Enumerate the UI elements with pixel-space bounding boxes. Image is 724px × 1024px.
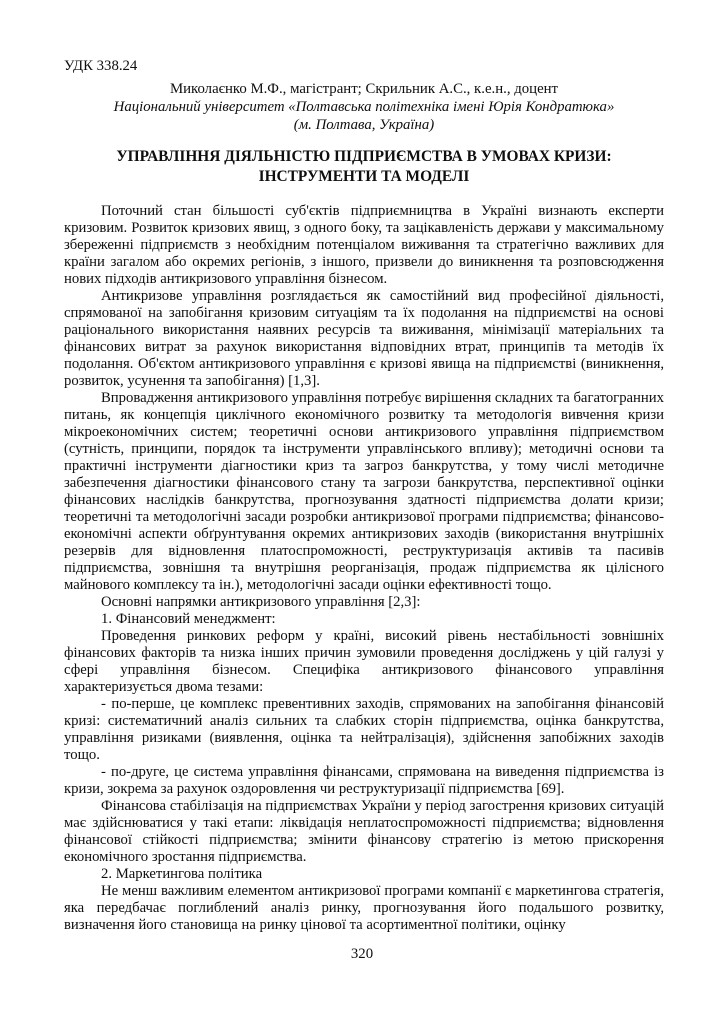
paragraph-financial-stabilization: Фінансова стабілізація на підприємствах України у період загострення кризових ситуацій має здійснюватися у такі етапи: ліквідація неплатоспроможності підприємства; відновлення фінансової стійкості підприємства; змінити фінансову стратегію із метою прискорення економічного зростання підприємства. — [64, 798, 664, 865]
authors-line: Миколаєнко М.Ф., магістрант; Скрильник А.С., к.е.н., доцент — [169, 81, 559, 97]
page-number: 320 — [350, 946, 374, 962]
udc-code: УДК 338.24 — [64, 58, 138, 74]
paragraph-financial-specifics: Проведення ринкових реформ у країні, високий рівень нестабільності зовнішніх фінансових факторів та низка інших причин зумовили проведення досліджень у цій галузі у сфері управління бізнесом. Специфіка антикризового фінансового управління характеризується двома тезами: — [64, 628, 664, 695]
paragraph-intro: Поточний стан більшості суб'єктів підприємництва в Україні визнають експерти кризовим. Розвиток кризових явищ, з одного боку, та зацікавленість держави у максимальному збереженні підприємств з необхідним потенціалом виживання та стратегічно важливих для країни загалом або окремих регіонів, з іншого, призвели до виникнення та розповсюдження нових підходів антикризового управління бізнесом. — [64, 203, 664, 287]
article-title-line-1: УПРАВЛІННЯ ДІЯЛЬНІСТЮ ПІДПРИЄМСТВА В УМОВАХ КРИЗИ: — [116, 148, 612, 165]
paragraph-item-marketing-policy: 2. Маркетингова політика — [101, 866, 263, 882]
paragraph-marketing-strategy: Не менш важливим елементом антикризової програми компанії є маркетингова стратегія, яка передбачає поглиблений аналіз ринку, прогнозування його подальшого розвитку, визначення його становища на ринку цінової та асортиментної політики, оцінку — [64, 883, 664, 933]
location-line: (м. Полтава, Україна) — [293, 117, 435, 133]
article-title — [64, 147, 664, 187]
affiliation-line: Національний університет «Полтавська політехніка імені Юрія Кондратюка» — [113, 99, 615, 115]
paragraph-anticrisis-definition: Антикризове управління розглядається як самостійний вид професійної діяльності, спрямованої на запобігання кризовим ситуаціям та їх подолання на підприємстві на основі раціонального використання наявних ресурсів та виживання, мінімізації матеріальних та фінансових витрат за рахунок використання відповідних втрат, принципів та методів їх подолання. Об'єктом антикризового управління є кризові явища на підприємстві (виникнення, розвиток, усунення та запобігання) [1,3]. — [64, 288, 664, 389]
paragraph-thesis-second: - по-друге, це система управління фінансами, спрямована на виведення підприємства із кризи, зокрема за рахунок оздоровлення чи реструктуризації підприємства [69]. — [64, 764, 664, 797]
paragraph-thesis-first: - по-перше, це комплекс превентивних заходів, спрямованих на запобігання фінансовій кризі: систематичний аналіз сильних та слабких сторін підприємства, оцінка банкрутства, управління ризиками (виявлення, оцінка та нейтралізація), здійснення запобіжних заходів тощо. — [64, 696, 664, 763]
article-body — [64, 203, 664, 934]
article-title-line-2: ІНСТРУМЕНТИ ТА МОДЕЛІ — [258, 168, 470, 185]
paragraph-implementation-issues: Впровадження антикризового управління потребує вирішення складних та багатогранних питань, як концепція циклічного економічного розвитку та методологія вивчення кризи мікроекономічних систем; теоретичні основи антикризового управління підприємством (сутність, принципи, порядок та інструменти управлінського впливу); методичні основи та практичні інструменти діагностики криз та загроз банкрутства, у тому числі методичне забезпечення діагностики фінансового стану та загрози банкрутства, перспективної оцінки фінансових наслідків банкрутства, прогнозування здатності підприємства долати кризи; теоретичні та методологічні засади розробки антикризової програми підприємства; фінансово-економічні аспекти обґрунтування окремих антикризових заходів (використання внутрішніх резервів для відновлення платоспроможності, реструктуризація активів та пасивів підприємства, зовнішня та внутрішня реорганізація, продаж підприємства як цілісного майнового комплексу та ін.), методологічні засади оцінки ефективності тощо. — [64, 390, 664, 593]
paragraph-item-financial-management: 1. Фінансовий менеджмент: — [101, 611, 276, 627]
paragraph-directions-heading: Основні напрямки антикризового управління [2,3]: — [101, 594, 421, 610]
